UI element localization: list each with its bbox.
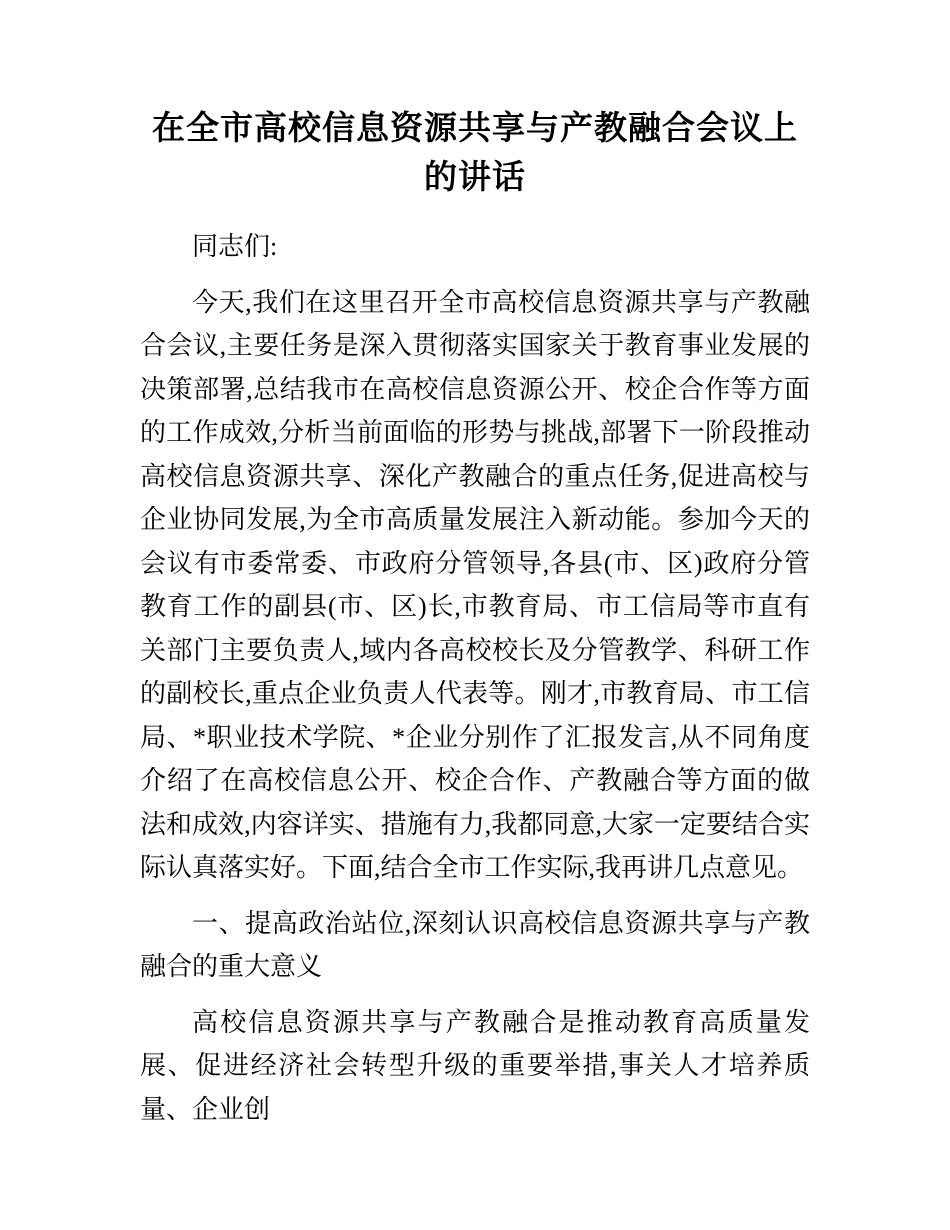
section-heading-1: 一、提高政治站位,深刻认识高校信息资源共享与产教融合的重大意义 xyxy=(140,908,810,981)
opening-paragraph: 今天,我们在这里召开全市高校信息资源共享与产教融合会议,主要任务是深入贯彻落实国家关于教育事业发展的决策部署,总结我市在高校信息资源公开、校企合作等方面的工作成效,分析当前面临的形势与挑战,部署下一阶段推动高校信息资源共享、深化产教融合的重点任务,促进高校与企业协同发展,为全市高质量发展注入新动能。参加今天的会议有市委常委、市政府分管领导,各县(市、区)政府分管教育工作的副县(市、区)长,市教育局、市工信局等市直有关部门主要负责人,域内各高校校长及分管教学、科研工作的副校长,重点企业负责人代表等。刚才,市教育局、市工信局、*职业技术学院、*企业分别作了汇报发言,从不同角度介绍了在高校信息公开、校企合作、产教融合等方面的做法和成效,内容详实、措施有力,我都同意,大家一定要结合实际认真落实好。下面,结合全市工作实际,我再讲几点意见。 xyxy=(140,287,810,882)
document-title: 在全市高校信息资源共享与产教融合会议上的讲话 xyxy=(152,109,798,195)
salutation-paragraph: 同志们: xyxy=(192,232,278,261)
section-1-first-paragraph: 高校信息资源共享与产教融合是推动教育高质量发展、促进经济社会转型升级的重要举措,事关人才培养质量、企业创 xyxy=(140,1007,810,1124)
